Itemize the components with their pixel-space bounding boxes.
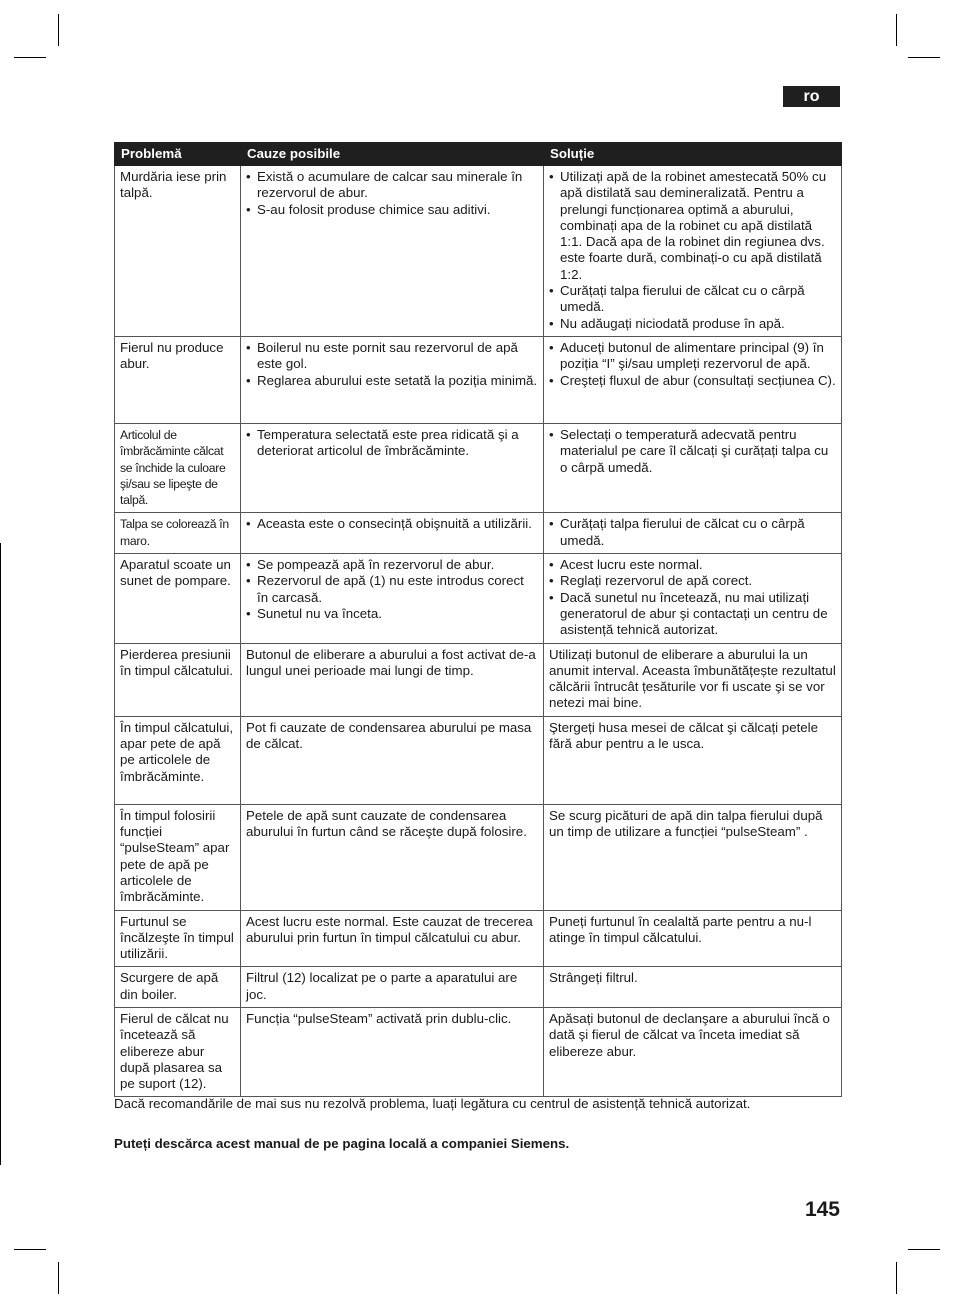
causes-cell: Pot fi cauzate de condensarea aburului pe masa de călcat. [241, 716, 544, 804]
table-row [115, 1007, 842, 1096]
header-causes: Cauze posibile [241, 143, 544, 166]
list-item: • Rezervorul de apă (1) nu este introdus corect în carcasă. [246, 573, 538, 606]
crop-mark [908, 57, 940, 58]
problem-cell: Fierul nu produce abur. [115, 336, 241, 423]
table-row [115, 716, 842, 804]
list-item: • Sunetul nu va înceta. [246, 606, 538, 622]
list-item: • Se pompează apă în rezervorul de abur. [246, 557, 538, 573]
table-row [115, 910, 842, 967]
list-item: • Curățați talpa fierului de călcat cu o cârpă umedă. [549, 516, 836, 549]
causes-cell: Funcția “pulseSteam” activată prin dublu-clic. [241, 1007, 544, 1096]
causes-cell: Filtrul (12) localizat pe o parte a aparatului are joc. [241, 967, 544, 1008]
crop-mark [58, 14, 59, 46]
solution-cell [544, 513, 842, 554]
list-item: • Creşteți fluxul de abur (consultați secțiunea C). [549, 373, 836, 389]
service-note: Dacă recomandările de mai sus nu rezolvă problema, luați legătura cu centrul de asistență tehnică autorizat. [114, 1096, 751, 1111]
list-item: • S-au folosit produse chimice sau aditivi. [246, 202, 538, 218]
causes-cell: Butonul de eliberare a aburului a fost activat de-a lungul unei perioade mai lungi de timp. [241, 643, 544, 716]
list-item: • Reglarea aburului este setată la poziția minimă. [246, 373, 538, 389]
table-row [115, 804, 842, 910]
list-item: • Boilerul nu este pornit sau rezervorul de apă este gol. [246, 340, 538, 373]
page-number: 145 [804, 1198, 840, 1221]
causes-cell [241, 336, 544, 423]
table-row [115, 166, 842, 337]
causes-cell: Acest lucru este normal. Este cauzat de trecerea aburului prin furtun în timpul călcatului cu abur. [241, 910, 544, 967]
causes-cell [241, 554, 544, 643]
solution-cell: Puneți furtunul în cealaltă parte pentru a nu-l atinge în timpul călcatului. [544, 910, 842, 967]
header-solution: Soluție [544, 143, 842, 166]
language-tab: ro [783, 86, 840, 107]
crop-mark [896, 14, 897, 46]
problem-cell: Fierul de călcat nu încetează să elibereze abur după plasarea sa pe suport (12). [115, 1007, 241, 1096]
list-item: • Temperatura selectată este prea ridicată şi a deteriorat articolul de îmbrăcăminte. [246, 427, 538, 460]
troubleshooting-table [114, 142, 842, 1097]
crop-mark [896, 1262, 897, 1294]
solution-cell: Se scurg picături de apă din talpa fierului după un timp de utilizare a funcției “pulseSteam” . [544, 804, 842, 910]
problem-cell: Aparatul scoate un sunet de pompare. [115, 554, 241, 643]
solution-cell: Apăsați butonul de declanşare a aburului încă o dată şi fierul de călcat va înceta imediat să elibereze abur. [544, 1007, 842, 1096]
causes-cell [241, 513, 544, 554]
solution-cell: Ştergeți husa mesei de călcat şi călcați petele fără abur pentru a le usca. [544, 716, 842, 804]
problem-cell: Scurgere de apă din boiler. [115, 967, 241, 1008]
list-item: • Nu adăugați niciodată produse în apă. [549, 316, 836, 332]
margin-line [0, 543, 1, 1165]
list-item: • Selectați o temperatură adecvată pentru materialul pe care îl călcați şi curățați talpa cu o cârpă umedă. [549, 427, 836, 476]
list-item: • Există o acumulare de calcar sau minerale în rezervorul de abur. [246, 169, 538, 202]
crop-mark [14, 57, 46, 58]
table-row [115, 554, 842, 643]
table-row [115, 643, 842, 716]
solution-cell [544, 336, 842, 423]
crop-mark [58, 1262, 59, 1294]
download-note: Puteți descărca acest manual de pe pagina locală a companiei Siemens. [114, 1136, 570, 1151]
list-item: • Curățați talpa fierului de călcat cu o cârpă umedă. [549, 283, 836, 316]
list-item: • Utilizați apă de la robinet amestecată 50% cu apă distilată sau demineralizată. Pentru a prelungi funcționarea optimă a aburului, combinați apa de la robinet cu apă distilată 1:1. Dacă apa de la robinet din regiunea dvs. este foarte dură, combinați-o cu apă distilată 1:2. [549, 169, 836, 283]
table-row [115, 513, 842, 554]
problem-cell: În timpul folosirii funcției “pulseSteam” apar pete de apă pe articolele de îmbrăcăminte. [115, 804, 241, 910]
problem-cell: Articolul de îmbrăcăminte călcat se închide la culoare şi/sau se lipeşte de talpă. [115, 423, 241, 512]
list-item: • Dacă sunetul nu încetează, nu mai utilizați generatorul de abur şi contactați un centru de asistență tehnică autorizat. [549, 590, 836, 639]
crop-mark [14, 1249, 46, 1250]
list-item: • Acest lucru este normal. [549, 557, 836, 573]
problem-cell: În timpul călcatului, apar pete de apă pe articolele de îmbrăcăminte. [115, 716, 241, 804]
problem-cell: Talpa se colorează în maro. [115, 513, 241, 554]
list-item: • Reglați rezervorul de apă corect. [549, 573, 836, 589]
table-row [115, 967, 842, 1008]
solution-cell [544, 166, 842, 337]
crop-mark [908, 1249, 940, 1250]
table-row [115, 336, 842, 423]
table-header-row [115, 143, 842, 166]
list-item: • Aduceți butonul de alimentare principal (9) în poziția “I” şi/sau umpleți rezervorul de apă. [549, 340, 836, 373]
causes-cell: Petele de apă sunt cauzate de condensarea aburului în furtun când se răceşte după folosire. [241, 804, 544, 910]
causes-cell [241, 166, 544, 337]
problem-cell: Murdăria iese prin talpă. [115, 166, 241, 337]
list-item: • Aceasta este o consecință obişnuită a utilizării. [246, 516, 538, 532]
table-row [115, 423, 842, 512]
problem-cell: Pierderea presiunii în timpul călcatului. [115, 643, 241, 716]
solution-cell [544, 423, 842, 512]
solution-cell [544, 554, 842, 643]
solution-cell: Utilizați butonul de eliberare a aburului la un anumit interval. Aceasta îmbunătățește rezultatul călcării întrucât țesăturile vor fi uscate şi se vor netezi mai bine. [544, 643, 842, 716]
problem-cell: Furtunul se încălzeşte în timpul utilizării. [115, 910, 241, 967]
solution-cell: Strângeți filtrul. [544, 967, 842, 1008]
header-problem: Problemă [115, 143, 241, 166]
causes-cell [241, 423, 544, 512]
